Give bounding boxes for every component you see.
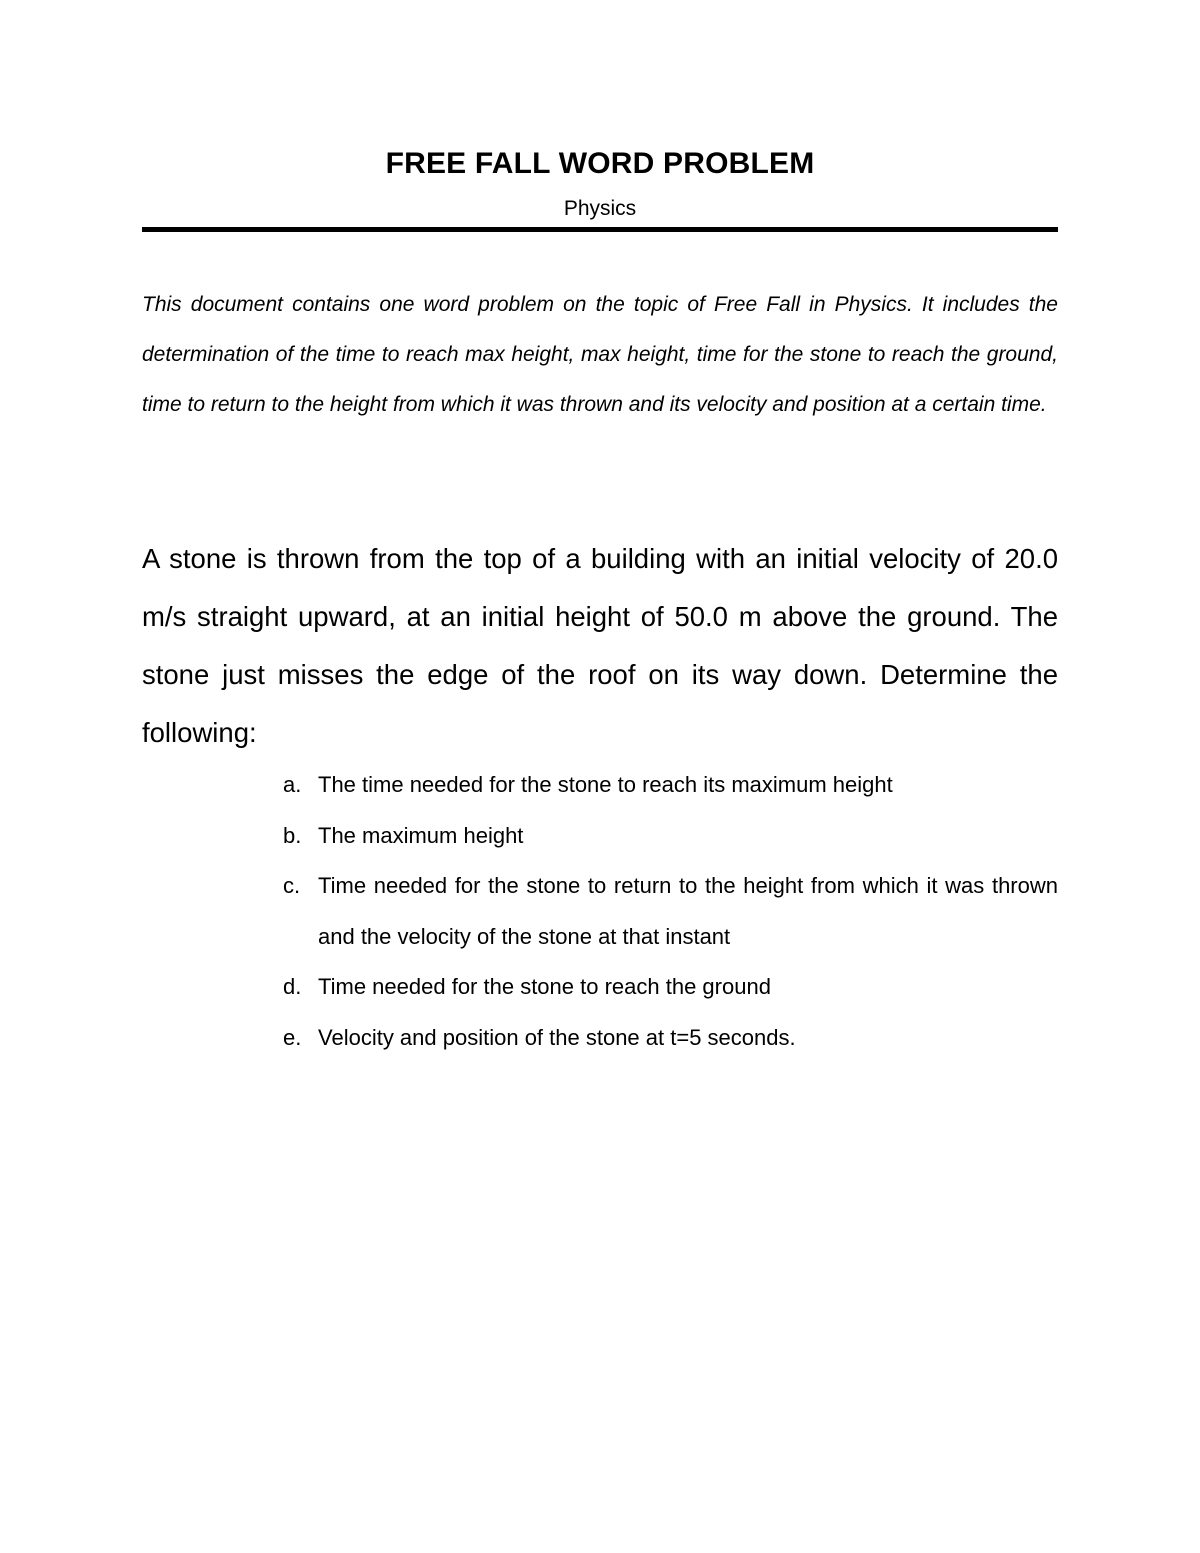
question-marker: a. — [283, 772, 302, 797]
document-subtitle: Physics — [563, 197, 637, 220]
question-item-d — [142, 962, 1058, 1013]
question-marker: d. — [283, 974, 302, 999]
question-item-c — [142, 861, 1058, 962]
question-item-b — [142, 811, 1058, 862]
title-divider — [142, 227, 1058, 232]
problem-statement: A stone is thrown from the top of a building with an initial velocity of 20.0 m/s straight upward, at an initial height of 50.0 m above the ground. The stone just misses the edge of the roof on its way down. Determine the following: — [142, 543, 1058, 748]
document-title: FREE FALL WORD PROBLEM — [385, 147, 815, 180]
question-text: The time needed for the stone to reach its maximum height — [318, 772, 893, 797]
intro-paragraph: This document contains one word problem on the topic of Free Fall in Physics. It includes the determination of the time to reach max height, max height, time for the stone to reach the ground, time to return to the height from which it was thrown and its velocity and position at a certain time. — [142, 293, 1058, 416]
question-list — [142, 760, 1058, 1063]
question-marker: e. — [283, 1024, 302, 1050]
question-text: The maximum height — [318, 822, 524, 848]
question-text: Velocity and position of the stone at t=5 seconds. — [318, 1024, 796, 1050]
question-item-e — [142, 1013, 1058, 1064]
question-text: Time needed for the stone to return to the height from which it was thrown and the velocity of the stone at that instant — [318, 873, 1058, 949]
question-item-a — [142, 760, 1058, 811]
question-marker: c. — [283, 873, 301, 898]
question-marker: b. — [283, 822, 302, 848]
question-text: Time needed for the stone to reach the ground — [318, 974, 771, 999]
